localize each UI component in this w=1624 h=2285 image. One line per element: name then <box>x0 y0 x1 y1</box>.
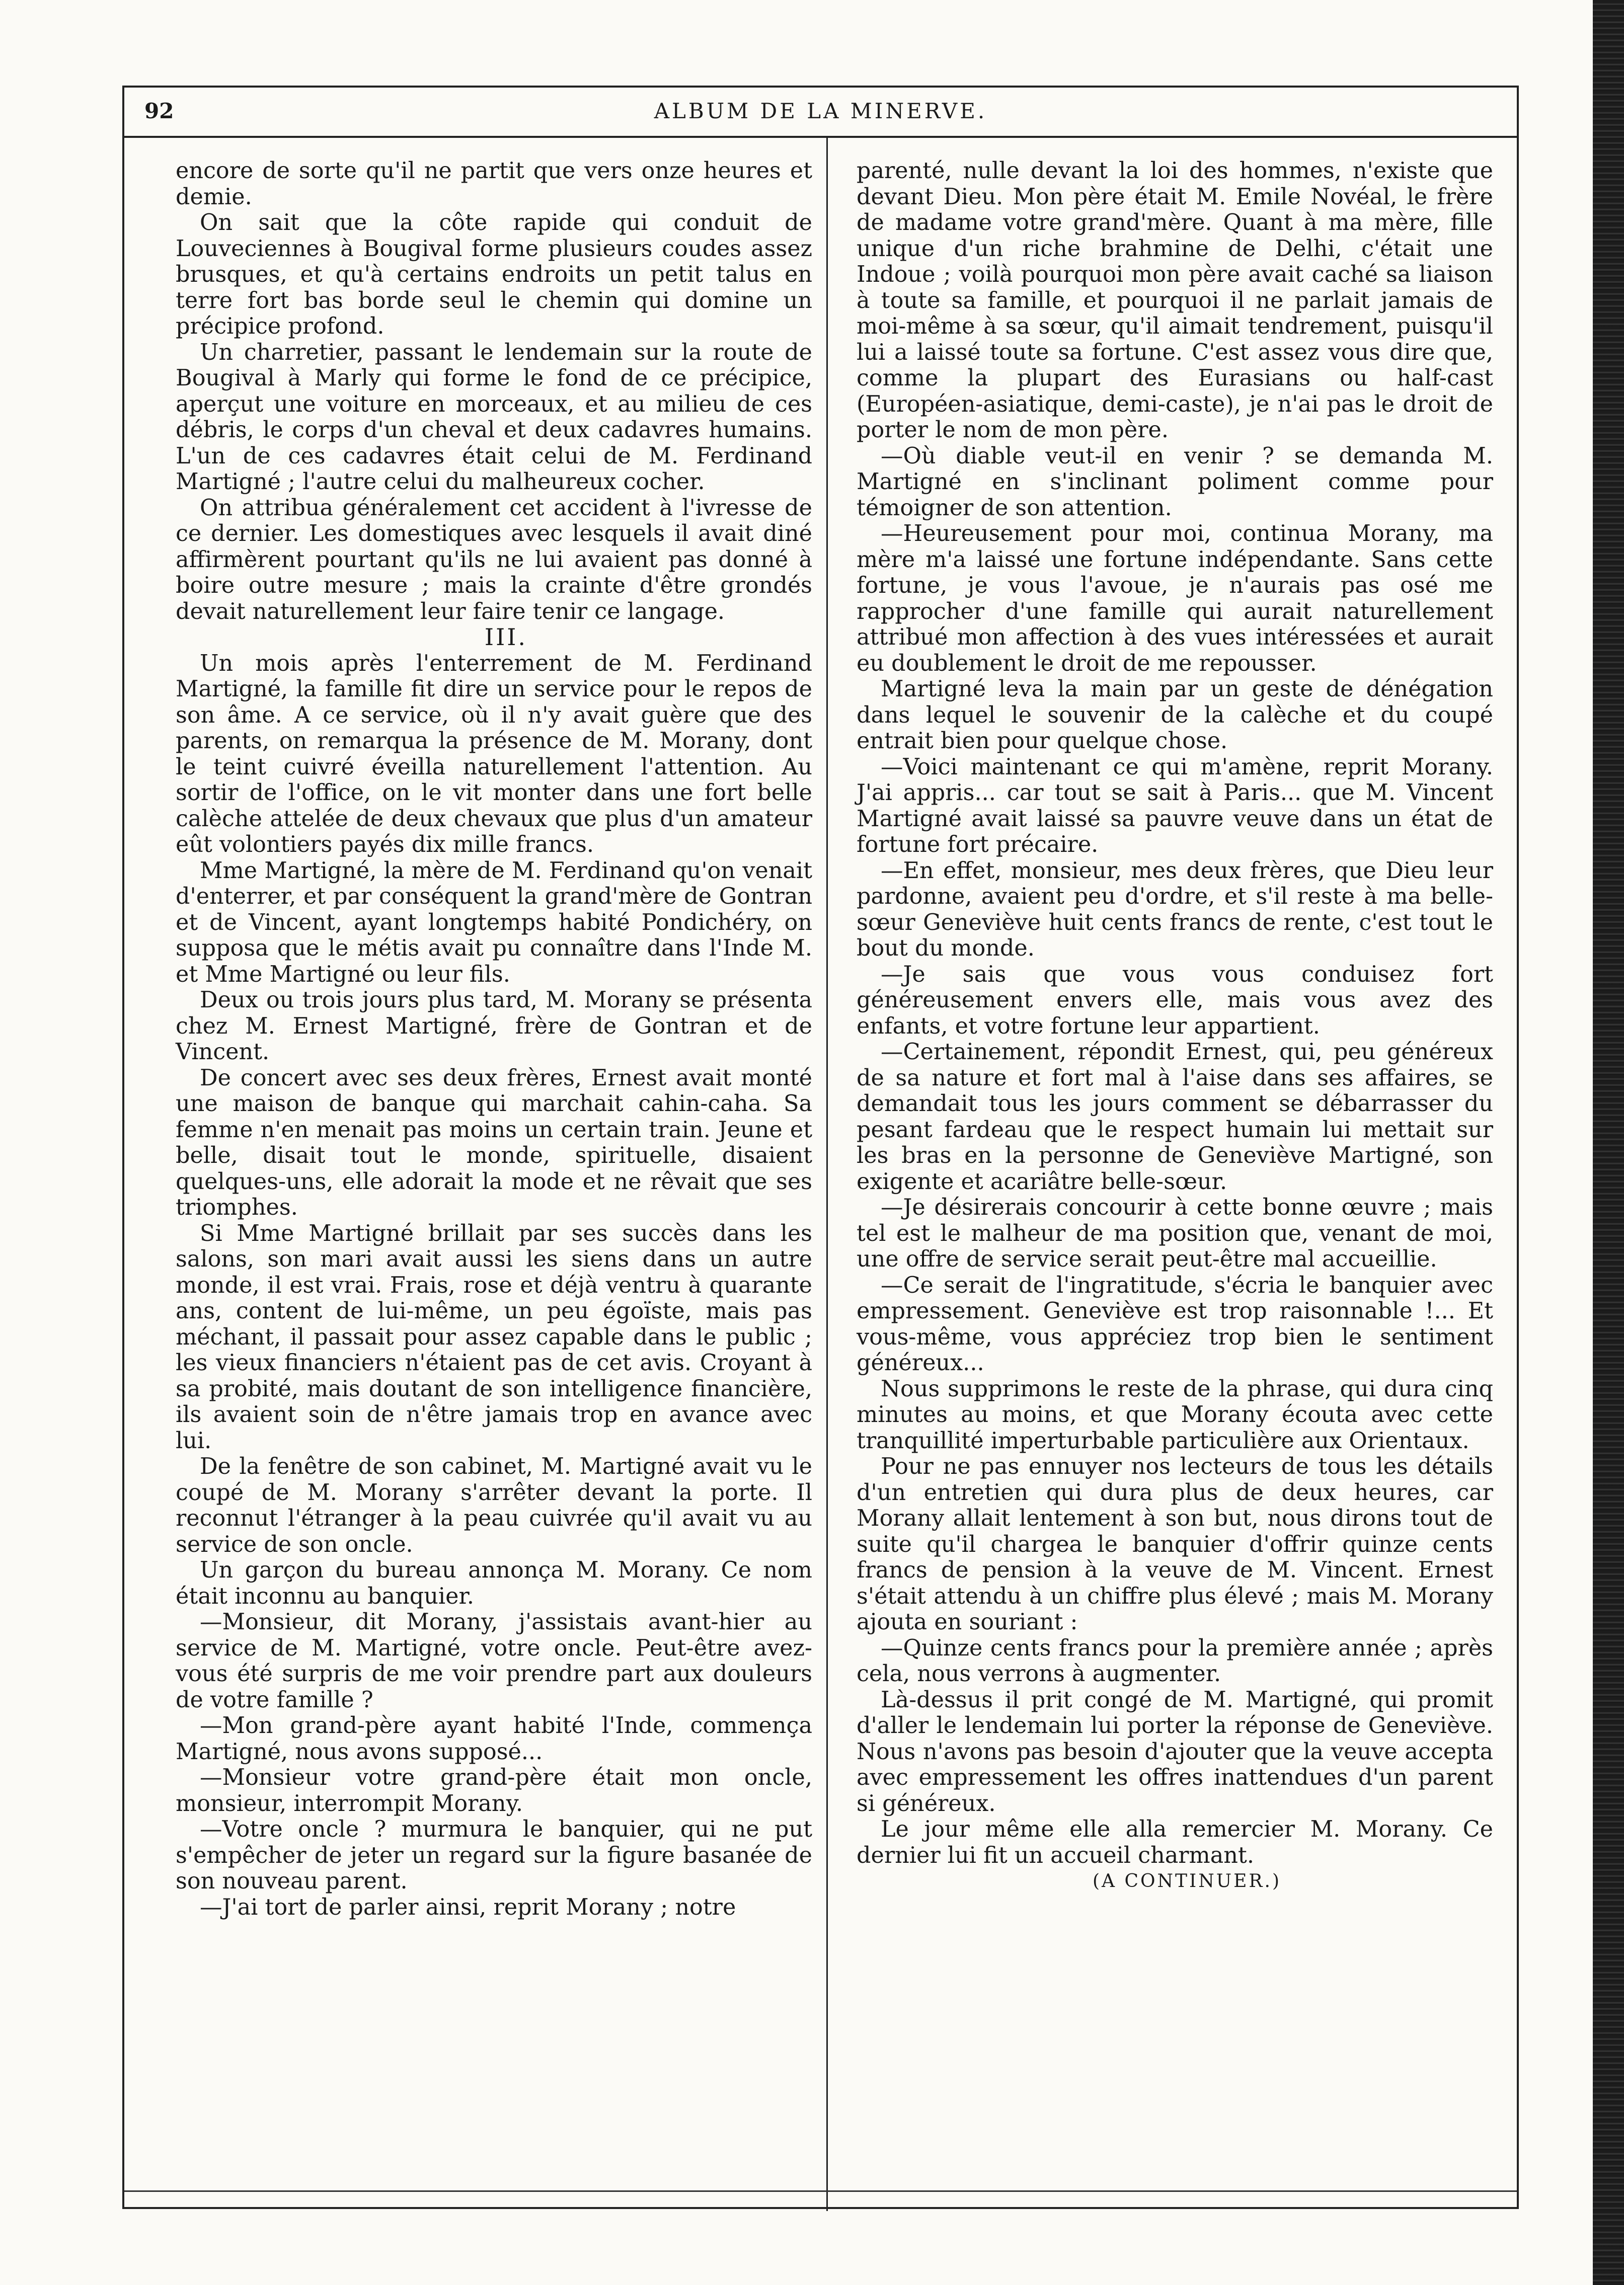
paragraph: Mme Martigné, la mère de M. Ferdinand qu'on venait d'enterrer, et par conséquent la grand'mère de Gontran et de Vincent, ayant longtemps habité Pondichéry, on supposa que le métis avait pu connaître dans l'Inde M. et Mme Martigné ou leur fils. <box>176 857 812 987</box>
page-frame <box>122 86 1519 2209</box>
paragraph: On attribua généralement cet accident à l'ivresse de ce dernier. Les domestiques avec lesquels il avait diné affirmèrent pourtant qu'ils ne lui avaient pas donné à boire outre mesure ; mais la crainte d'être grondés devait naturellement leur faire tenir ce langage. <box>176 495 812 624</box>
bottom-rule <box>124 2190 1517 2192</box>
paragraph: Pour ne pas ennuyer nos lecteurs de tous les détails d'un entretien qui dura plus de deux heures, car Morany allait lentement à son but, nous dirons tout de suite qu'il chargea le banquier d'offrir quinze cents francs de pension à la veuve de M. Vincent. Ernest s'était attendu à un chiffre plus élevé ; mais M. Morany ajouta en souriant : <box>857 1454 1493 1635</box>
paragraph: Le jour même elle alla remercier M. Morany. Ce dernier lui fit un accueil charmant. <box>857 1817 1493 1868</box>
dialogue-paragraph: —Voici maintenant ce qui m'amène, reprit Morany. J'ai appris... car tout se sait à Paris... que M. Vincent Martigné avait laissé sa pauvre veuve dans un état de fortune fort précaire. <box>857 754 1493 857</box>
dialogue-paragraph: —Où diable veut-il en venir ? se demanda M. Martigné en s'inclinant poliment comme pour témoigner de son attention. <box>857 443 1493 521</box>
dialogue-paragraph: —En effet, monsieur, mes deux frères, que Dieu leur pardonne, avaient peu d'ordre, et s'il reste à ma belle-sœur Geneviève huit cents francs de rente, c'est tout le bout du monde. <box>857 857 1493 961</box>
paragraph: encore de sorte qu'il ne partit que vers onze heures et demie. <box>176 158 812 210</box>
paragraph: Un garçon du bureau annonça M. Morany. Ce nom était inconnu au banquier. <box>176 1557 812 1609</box>
page-header <box>124 88 1517 138</box>
dialogue-paragraph: —Heureusement pour moi, continua Morany, ma mère m'a laissé une fortune indépendante. Sans cette fortune, je vous l'avoue, je n'aurais pas osé me rapprocher d'une famille qui aurait naturellement attribué mon affection à des vues intéressées et aurait eu doublement le droit de me repousser. <box>857 521 1493 676</box>
paragraph: Deux ou trois jours plus tard, M. Morany se présenta chez M. Ernest Martigné, frère de Gontran et de Vincent. <box>176 987 812 1065</box>
column-divider <box>826 136 828 2211</box>
paragraph: De concert avec ses deux frères, Ernest avait monté une maison de banque qui marchait cahin-caha. Sa femme n'en menait pas moins un certain train. Jeune et belle, disait tout le monde, spirituelle, disaient quelques-uns, elle adorait la mode et ne rêvait que ses triomphes. <box>176 1065 812 1220</box>
dialogue-paragraph: —Monsieur votre grand-père était mon oncle, monsieur, interrompit Morany. <box>176 1765 812 1817</box>
page-number: 92 <box>144 99 174 123</box>
continuation-note: (A CONTINUER.) <box>1093 1871 1281 1892</box>
dialogue-paragraph: —Ce serait de l'ingratitude, s'écria le banquier avec empressement. Geneviève est trop raisonnable !... Et vous-même, vous appréciez trop bien le sentiment généreux... <box>857 1272 1493 1376</box>
dialogue-paragraph: —J'ai tort de parler ainsi, reprit Morany ; notre <box>200 1894 736 1920</box>
section-heading: III. <box>484 623 528 651</box>
dialogue-paragraph: —Mon grand-père ayant habité l'Inde, commença Martigné, nous avons supposé... <box>176 1713 812 1765</box>
paragraph: Si Mme Martigné brillait par ses succès dans les salons, son mari avait aussi les siens dans un autre monde, il est vrai. Frais, rose et déjà ventru à quarante ans, content de lui-même, un peu égoïste, mais pas méchant, il passait pour assez capable dans le public ; les vieux financiers n'étaient pas de cet avis. Croyant à sa probité, mais doutant de son intelligence financière, ils avaient soin de n'être jamais trop en avance avec lui. <box>176 1220 812 1454</box>
right-column <box>857 158 1493 1895</box>
dialogue-paragraph: —Monsieur, dit Morany, j'assistais avant-hier au service de M. Martigné, votre oncle. Peut-être avez-vous été surpris de me voir prendre part aux douleurs de votre famille ? <box>176 1609 812 1713</box>
paragraph: parenté, nulle devant la loi des hommes, n'existe que devant Dieu. Mon père était M. Emile Novéal, le frère de madame votre grand'mère. Quant à ma mère, fille unique d'un riche brahmine de Delhi, c'était une Indoue ; voilà pourquoi mon père avait caché sa liaison à toute sa famille, et pourquoi il ne parlait jamais de moi-même à sa sœur, qu'il aimait tendrement, puisqu'il lui a laissé toute sa fortune. C'est assez vous dire que, comme la plupart des Eurasians ou half-cast (Européen-asiatique, demi-caste), je n'ai pas le droit de porter le nom de mon père. <box>857 158 1493 443</box>
paragraph: Martigné leva la main par un geste de dénégation dans lequel le souvenir de la calèche et du coupé entrait bien pour quelque chose. <box>857 676 1493 754</box>
left-column <box>176 158 812 1920</box>
journal-title: ALBUM DE LA MINERVE. <box>654 99 987 123</box>
paragraph: Un mois après l'enterrement de M. Ferdinand Martigné, la famille fit dire un service pour le repos de son âme. A ce service, où il n'y avait guère que des parents, on remarqua la présence de M. Morany, dont le teint cuivré éveilla naturellement l'attention. Au sortir de l'office, on le vit monter dans une fort belle calèche attelée de deux chevaux que plus d'un amateur eût volontiers payés dix mille francs. <box>176 650 812 857</box>
dialogue-paragraph: —Votre oncle ? murmura le banquier, qui ne put s'empêcher de jeter un regard sur la figure basanée de son nouveau parent. <box>176 1817 812 1894</box>
paragraph: Nous supprimons le reste de la phrase, qui dura cinq minutes au moins, et que Morany écouta avec cette tranquillité imperturbable particulière aux Orientaux. <box>857 1376 1493 1454</box>
dialogue-paragraph: —Je désirerais concourir à cette bonne œuvre ; mais tel est le malheur de ma position que, venant de moi, une offre de service serait peut-être mal accueillie. <box>857 1195 1493 1272</box>
paragraph: On sait que la côte rapide qui conduit de Louveciennes à Bougival forme plusieurs coudes assez brusques, et qu'à certains endroits un petit talus en terre fort bas borde seul le chemin qui domine un précipice profond. <box>176 210 812 339</box>
binding-edge <box>1593 0 1624 2285</box>
paragraph: Là-dessus il prit congé de M. Martigné, qui promit d'aller le lendemain lui porter la réponse de Geneviève. Nous n'avons pas besoin d'ajouter que la veuve accepta avec empressement les offres inattendues d'un parent si généreux. <box>857 1687 1493 1817</box>
paragraph: Un charretier, passant le lendemain sur la route de Bougival à Marly qui forme le fond de ce précipice, aperçut une voiture en morceaux, et au milieu de ces débris, le corps d'un cheval et deux cadavres humains. L'un de ces cadavres était celui de M. Ferdinand Martigné ; l'autre celui du malheureux cocher. <box>176 339 812 495</box>
dialogue-paragraph: —Quinze cents francs pour la première année ; après cela, nous verrons à augmenter. <box>857 1635 1493 1687</box>
dialogue-paragraph: —Certainement, répondit Ernest, qui, peu généreux de sa nature et fort mal à l'aise dans ses affaires, se demandait tous les jours comment se débarrasser du pesant fardeau que le respect humain lui mettait sur les bras en la personne de Geneviève Martigné, son exigente et acariâtre belle-sœur. <box>857 1039 1493 1195</box>
dialogue-paragraph: —Je sais que vous vous conduisez fort généreusement envers elle, mais vous avez des enfants, et votre fortune leur appartient. <box>857 961 1493 1039</box>
paragraph: De la fenêtre de son cabinet, M. Martigné avait vu le coupé de M. Morany s'arrêter devant la porte. Il reconnut l'étranger à la peau cuivrée qu'il avait vu au service de son oncle. <box>176 1454 812 1557</box>
